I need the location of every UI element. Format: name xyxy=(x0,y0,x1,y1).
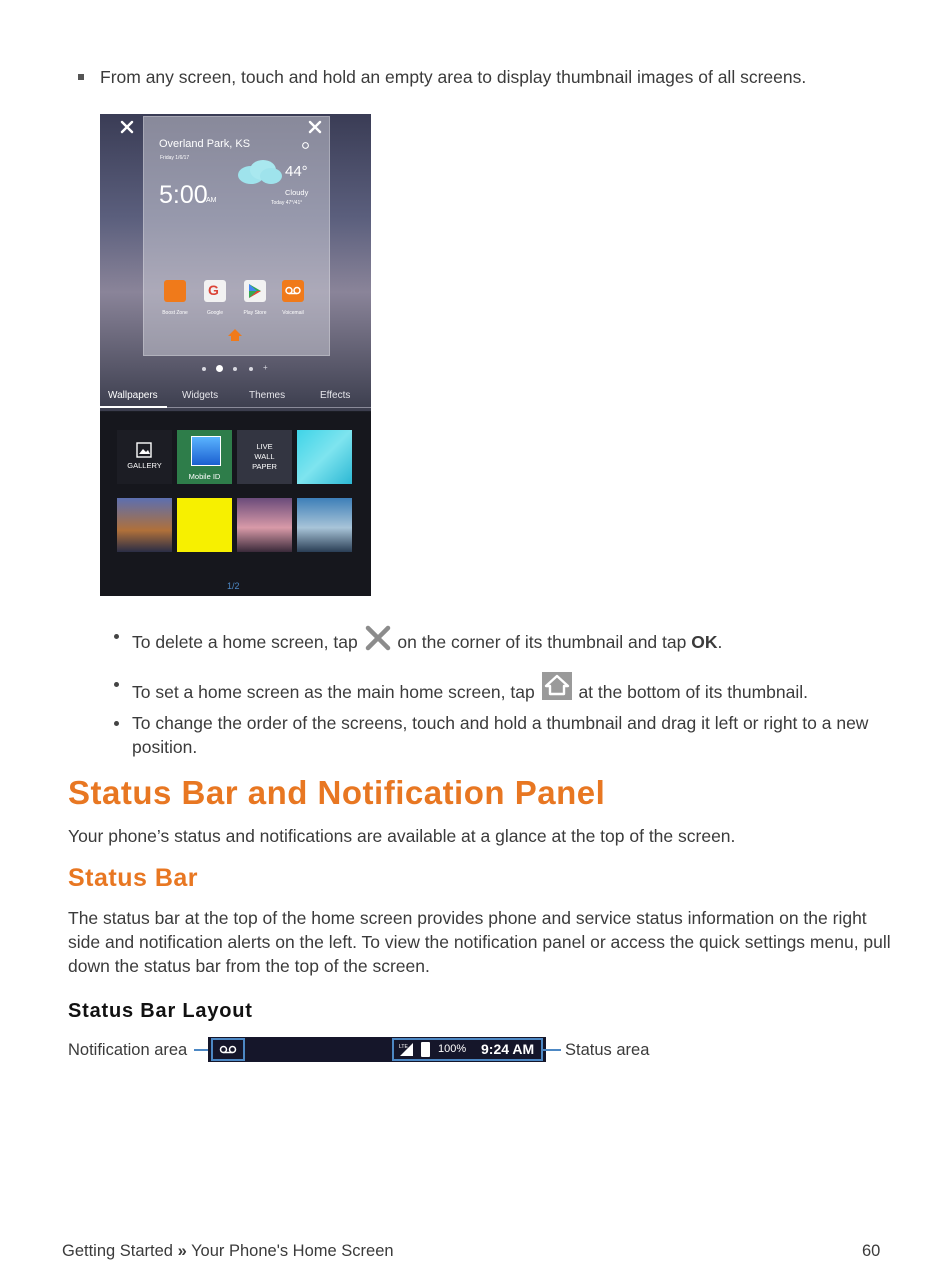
ok-label: OK xyxy=(691,632,718,652)
sub-bullet-text: at the bottom of its thumbnail. xyxy=(573,682,809,702)
sub-bullet-text: To delete a home screen, tap xyxy=(132,632,363,652)
close-icon xyxy=(308,120,322,134)
weather-ampm: AM xyxy=(206,197,217,204)
sub-bullet-set-home xyxy=(132,672,912,704)
weather-temperature: 44° xyxy=(285,163,308,180)
home-icon xyxy=(542,672,572,700)
sub-bullet-text: To set a home screen as the main home screen, tap xyxy=(132,682,540,702)
add-page-icon: + xyxy=(263,363,268,372)
home-icon xyxy=(227,328,243,342)
tab-widgets: Widgets xyxy=(182,390,219,401)
status-clock: 9:24 AM xyxy=(481,1041,535,1057)
sub-bullet-delete xyxy=(132,625,912,654)
wallpaper-page-indicator: 1/2 xyxy=(227,581,240,591)
close-icon xyxy=(364,625,392,651)
voicemail-icon xyxy=(219,1045,237,1054)
mobile-id-label: Mobile ID xyxy=(188,472,221,481)
battery-icon xyxy=(421,1042,430,1057)
sub-bullet-text: . xyxy=(717,632,723,652)
wallpaper-thumbnail xyxy=(297,498,352,552)
square-bullet xyxy=(78,74,84,80)
google-icon: G xyxy=(204,280,226,302)
play-store-icon xyxy=(244,280,266,302)
mobile-id-tile xyxy=(177,430,232,484)
wallpaper-thumbnail xyxy=(177,498,232,552)
notification-area-label: Notification area xyxy=(68,1041,188,1059)
intro-bullet-text: From any screen, touch and hold an empty area to display thumbnail images of all screens. xyxy=(100,67,807,87)
live-wallpaper-label: LIVE WALL PAPER xyxy=(252,442,277,471)
heading-status-bar: Status Bar xyxy=(68,864,199,892)
signal-icon xyxy=(398,1042,414,1057)
weather-location: Overland Park, KS xyxy=(159,138,251,150)
weather-date: Friday 1/6/17 xyxy=(160,155,190,161)
active-tab-indicator xyxy=(100,406,167,408)
weather-condition: Cloudy xyxy=(285,188,309,197)
app-label: Play Store xyxy=(243,310,267,316)
battery-percent: 100% xyxy=(438,1043,467,1055)
footer-separator: » xyxy=(177,1242,187,1260)
page-dot xyxy=(249,367,253,371)
status-intro-paragraph: Your phone’s status and notifications are available at a glance at the top of the screen. xyxy=(68,826,736,846)
live-wallpaper-tile xyxy=(237,430,292,484)
boost-zone-icon xyxy=(164,280,186,302)
page-dot xyxy=(233,367,237,371)
status-bar-image xyxy=(208,1037,546,1062)
footer-section: Getting Started xyxy=(62,1242,173,1260)
status-area-label: Status area xyxy=(565,1041,650,1059)
gallery-tile xyxy=(117,430,172,484)
footer-breadcrumb xyxy=(62,1242,394,1261)
home-screen-thumbnail xyxy=(143,116,330,356)
heading-status-bar-notification-panel: Status Bar and Notification Panel xyxy=(68,774,606,811)
tab-themes: Themes xyxy=(249,390,286,401)
app-label: Boost Zone xyxy=(162,310,188,316)
close-icon xyxy=(120,120,134,134)
home-screen-thumbnails-screenshot xyxy=(100,114,371,596)
round-bullet xyxy=(114,682,119,687)
page-dot xyxy=(202,367,206,371)
weather-range: Today 47°/41° xyxy=(271,200,303,206)
cloud-icon xyxy=(235,158,283,186)
page-dot-active xyxy=(216,365,223,372)
app-label: Google xyxy=(206,310,224,316)
round-bullet xyxy=(114,634,119,639)
round-bullet xyxy=(114,721,119,726)
refresh-icon xyxy=(301,141,310,150)
weather-time: 5:00 xyxy=(159,181,208,209)
footer-subsection: Your Phone's Home Screen xyxy=(191,1242,394,1260)
wallpaper-thumbnail xyxy=(117,498,172,552)
voicemail-icon xyxy=(282,280,304,302)
page-number: 60 xyxy=(862,1242,881,1260)
wallpaper-thumbnail xyxy=(237,498,292,552)
status-callout-line xyxy=(543,1049,561,1051)
tab-effects: Effects xyxy=(320,390,351,401)
sub-bullet-reorder: To change the order of the screens, touch and hold a thumbnail and drag it left or right to a new position. xyxy=(132,713,869,757)
wallpaper-thumbnail xyxy=(297,430,352,484)
app-label: Voicemail xyxy=(282,310,304,316)
tab-divider xyxy=(167,407,371,408)
tab-wallpapers: Wallpapers xyxy=(108,390,158,401)
sub-bullet-text: on the corner of its thumbnail and tap xyxy=(392,632,692,652)
heading-status-bar-layout: Status Bar Layout xyxy=(68,1000,253,1022)
gallery-label: GALLERY xyxy=(127,461,162,470)
status-bar-paragraph: The status bar at the top of the home screen provides phone and service status information on the right side and notification alerts on the left. To view the notification panel or access the quick settings menu, pull down the status bar from the top of the screen. xyxy=(68,908,891,976)
svg-text:LTE: LTE xyxy=(399,1044,408,1050)
